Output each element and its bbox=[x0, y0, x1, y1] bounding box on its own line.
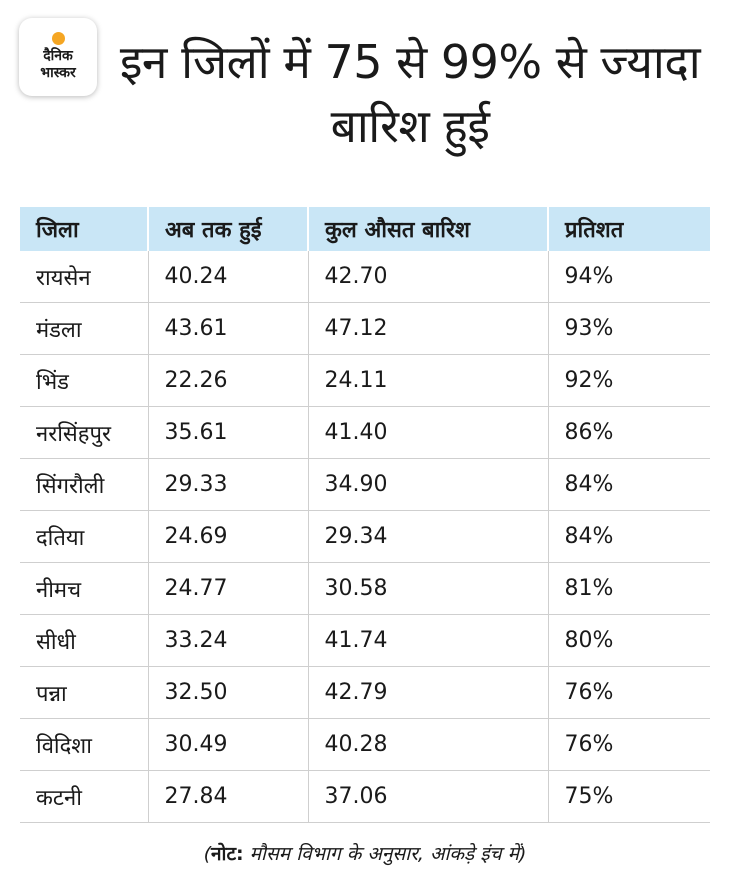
cell-total-average: 41.40 bbox=[308, 407, 548, 459]
header-total-average-rain: कुल औसत बारिश bbox=[308, 207, 548, 251]
table-row bbox=[20, 771, 710, 823]
cell-percentage: 81% bbox=[548, 563, 710, 615]
cell-percentage: 76% bbox=[548, 719, 710, 771]
cell-percentage: 84% bbox=[548, 511, 710, 563]
cell-rain-so-far: 35.61 bbox=[148, 407, 308, 459]
table-row bbox=[20, 563, 710, 615]
cell-total-average: 30.58 bbox=[308, 563, 548, 615]
cell-percentage: 93% bbox=[548, 303, 710, 355]
cell-total-average: 40.28 bbox=[308, 719, 548, 771]
cell-rain-so-far: 22.26 bbox=[148, 355, 308, 407]
cell-rain-so-far: 40.24 bbox=[148, 251, 308, 303]
cell-percentage: 80% bbox=[548, 615, 710, 667]
rainfall-table-container bbox=[20, 207, 710, 823]
cell-total-average: 34.90 bbox=[308, 459, 548, 511]
logo-line-2: भास्कर bbox=[40, 65, 76, 81]
table-row bbox=[20, 459, 710, 511]
table-row bbox=[20, 303, 710, 355]
cell-percentage: 94% bbox=[548, 251, 710, 303]
cell-rain-so-far: 29.33 bbox=[148, 459, 308, 511]
sun-icon bbox=[52, 32, 65, 45]
cell-district: नीमच bbox=[20, 563, 148, 615]
cell-district: सीधी bbox=[20, 615, 148, 667]
cell-rain-so-far: 33.24 bbox=[148, 615, 308, 667]
cell-district: मंडला bbox=[20, 303, 148, 355]
table-row bbox=[20, 355, 710, 407]
cell-rain-so-far: 43.61 bbox=[148, 303, 308, 355]
cell-total-average: 29.34 bbox=[308, 511, 548, 563]
cell-total-average: 42.70 bbox=[308, 251, 548, 303]
cell-district: दतिया bbox=[20, 511, 148, 563]
cell-district: कटनी bbox=[20, 771, 148, 823]
note-open-paren: ( bbox=[203, 843, 211, 865]
cell-percentage: 76% bbox=[548, 667, 710, 719]
cell-percentage: 75% bbox=[548, 771, 710, 823]
cell-district: रायसेन bbox=[20, 251, 148, 303]
cell-rain-so-far: 24.69 bbox=[148, 511, 308, 563]
cell-rain-so-far: 30.49 bbox=[148, 719, 308, 771]
cell-district: सिंगरौली bbox=[20, 459, 148, 511]
cell-rain-so-far: 27.84 bbox=[148, 771, 308, 823]
cell-percentage: 92% bbox=[548, 355, 710, 407]
cell-district: विदिशा bbox=[20, 719, 148, 771]
table-row bbox=[20, 511, 710, 563]
cell-percentage: 84% bbox=[548, 459, 710, 511]
cell-district: पन्ना bbox=[20, 667, 148, 719]
table-header-row bbox=[20, 207, 710, 251]
cell-total-average: 41.74 bbox=[308, 615, 548, 667]
cell-rain-so-far: 24.77 bbox=[148, 563, 308, 615]
cell-total-average: 47.12 bbox=[308, 303, 548, 355]
cell-rain-so-far: 32.50 bbox=[148, 667, 308, 719]
cell-total-average: 37.06 bbox=[308, 771, 548, 823]
note-close-paren: ) bbox=[519, 843, 527, 865]
table-row bbox=[20, 615, 710, 667]
cell-district: नरसिंहपुर bbox=[20, 407, 148, 459]
header-rain-so-far: अब तक हुई bbox=[148, 207, 308, 251]
logo-line-1: दैनिक bbox=[43, 48, 73, 64]
page-title: इन जिलों में 75 से 99% से ज्यादा बारिश हुई bbox=[119, 35, 701, 153]
cell-total-average: 42.79 bbox=[308, 667, 548, 719]
header-percentage: प्रतिशत bbox=[548, 207, 710, 251]
cell-percentage: 86% bbox=[548, 407, 710, 459]
header-district: जिला bbox=[20, 207, 148, 251]
rainfall-table bbox=[20, 207, 710, 823]
footnote bbox=[0, 840, 730, 866]
cell-district: भिंड bbox=[20, 355, 148, 407]
table-row bbox=[20, 407, 710, 459]
table-row bbox=[20, 667, 710, 719]
cell-total-average: 24.11 bbox=[308, 355, 548, 407]
note-text: मौसम विभाग के अनुसार, आंकड़े इंच में bbox=[243, 843, 520, 865]
dainik-bhaskar-logo bbox=[19, 18, 97, 96]
table-row bbox=[20, 251, 710, 303]
table-row bbox=[20, 719, 710, 771]
note-label: नोट: bbox=[210, 843, 244, 865]
